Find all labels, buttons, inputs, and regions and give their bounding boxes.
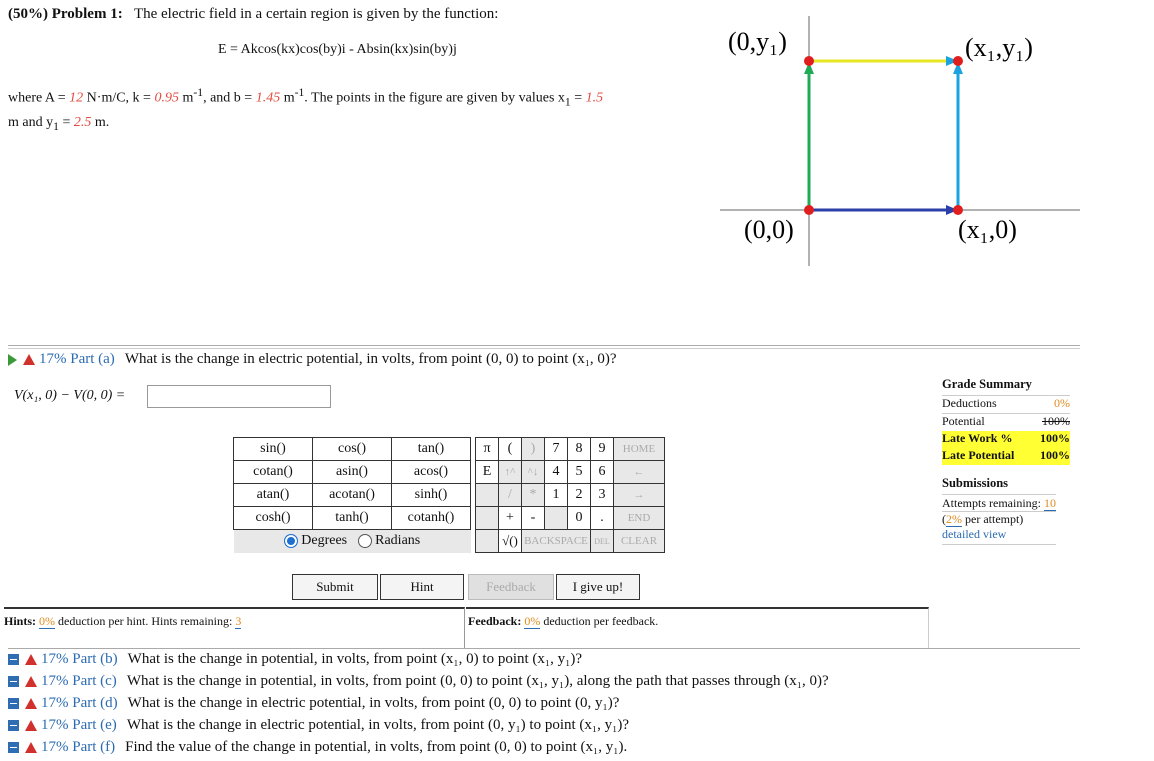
- desc-text: where A =: [8, 90, 70, 106]
- key-tanh[interactable]: tanh(): [313, 507, 392, 530]
- part-question: What is the change in potential, in volts, from point (0, 0) to point (x₁, y₁), along the path that passes through (x₁, 0)?: [126, 673, 829, 689]
- submissions-panel: [942, 476, 1056, 545]
- detailed-view-link[interactable]: detailed view: [942, 527, 1007, 541]
- part-f-header[interactable]: [8, 739, 627, 756]
- hints-pct: 0%: [39, 614, 56, 628]
- point-origin: [804, 205, 814, 215]
- key-atan[interactable]: atan(): [234, 484, 313, 507]
- part-a-header[interactable]: [8, 351, 617, 368]
- answer-input[interactable]: [147, 385, 331, 408]
- part-label: 17% Part (c): [41, 673, 117, 689]
- hints-panel: [4, 607, 465, 649]
- part-b-header[interactable]: [8, 651, 582, 668]
- deductions-label: Deductions: [942, 396, 997, 410]
- key-blank: [476, 484, 499, 507]
- collapse-icon[interactable]: [8, 720, 19, 731]
- key-4[interactable]: 4: [545, 461, 568, 484]
- desc-text: m.: [91, 115, 110, 131]
- key-del[interactable]: DEL: [591, 530, 614, 553]
- give-up-button[interactable]: I give up!: [556, 574, 640, 600]
- desc-text: , and b =: [203, 90, 256, 106]
- potential-value: 100%: [1042, 414, 1070, 428]
- math-keypad: [233, 437, 665, 553]
- key-0[interactable]: 0: [568, 507, 591, 530]
- warning-icon: [25, 676, 37, 687]
- open-paren: (: [942, 512, 946, 526]
- desc-text: =: [570, 90, 586, 106]
- part-label: 17% Part (e): [41, 717, 117, 733]
- key-end[interactable]: END: [614, 507, 665, 530]
- degrees-label: Degrees: [301, 533, 348, 549]
- key-multiply[interactable]: *: [522, 484, 545, 507]
- key-close-paren[interactable]: ): [522, 438, 545, 461]
- desc-text: m: [280, 90, 295, 106]
- x1-value: 1.5: [585, 90, 604, 106]
- key-2[interactable]: 2: [568, 484, 591, 507]
- key-acos[interactable]: acos(): [392, 461, 471, 484]
- path-diagram: [720, 16, 1090, 266]
- feedback-text: deduction per feedback.: [540, 614, 659, 628]
- y1-value: 2.5: [73, 115, 92, 131]
- key-divide[interactable]: /: [499, 484, 522, 507]
- potential-label: Potential: [942, 414, 985, 428]
- divider: [8, 348, 1080, 349]
- part-c-header[interactable]: [8, 673, 829, 690]
- label-x1-y1: (x₁,y₁): [965, 33, 1033, 62]
- key-sqrt[interactable]: √(): [499, 530, 522, 553]
- subscript: 1: [564, 95, 571, 109]
- key-plus[interactable]: +: [499, 507, 522, 530]
- key-3[interactable]: 3: [591, 484, 614, 507]
- warning-icon: [25, 720, 37, 731]
- key-cos[interactable]: cos(): [313, 438, 392, 461]
- key-minus[interactable]: -: [522, 507, 545, 530]
- problem-description: [8, 82, 698, 137]
- deductions-value: 0%: [1054, 396, 1070, 410]
- answer-label: V(x₁, 0) − V(0, 0) =: [14, 388, 126, 403]
- key-asin[interactable]: asin(): [313, 461, 392, 484]
- key-up-caret[interactable]: ↑^: [499, 461, 522, 484]
- per-attempt-pct: 2%: [946, 512, 962, 526]
- field-formula: E = Akcos(kx)cos(by)i - Absin(kx)sin(by)j: [218, 42, 457, 57]
- late-work-label: Late Work %: [942, 431, 1032, 448]
- key-cosh[interactable]: cosh(): [234, 507, 313, 530]
- problem-heading: (50%) Problem 1:: [8, 6, 123, 22]
- radians-label: Radians: [375, 533, 421, 549]
- key-sin[interactable]: sin(): [234, 438, 313, 461]
- desc-text: . The points in the figure are given by values x: [304, 90, 565, 106]
- hint-button[interactable]: Hint: [380, 574, 464, 600]
- submissions-title: Submissions: [942, 476, 1009, 490]
- warning-icon: [25, 654, 37, 665]
- key-acotan[interactable]: acotan(): [313, 484, 392, 507]
- desc-text: N·m/C, k =: [83, 90, 155, 106]
- collapse-icon[interactable]: [8, 676, 19, 687]
- late-work-value: 100%: [1032, 431, 1070, 448]
- angle-mode: [234, 530, 471, 553]
- key-left-arrow[interactable]: ←: [614, 461, 665, 484]
- label-x1-0: (x₁,0): [958, 215, 1017, 244]
- expand-icon[interactable]: [8, 354, 17, 366]
- key-5[interactable]: 5: [568, 461, 591, 484]
- part-label: 17% Part (b): [41, 651, 118, 667]
- part-e-header[interactable]: [8, 717, 629, 734]
- attempts-label: Attempts remaining:: [942, 496, 1044, 510]
- key-dot[interactable]: .: [591, 507, 614, 530]
- key-blank: [476, 530, 499, 553]
- key-blank: [545, 507, 568, 530]
- key-7[interactable]: 7: [545, 438, 568, 461]
- divider: [8, 345, 1080, 346]
- part-d-header[interactable]: [8, 695, 619, 712]
- part-a-label: 17% Part (a): [39, 351, 115, 367]
- k-value: 0.95: [154, 90, 179, 106]
- A-value: 12: [69, 90, 84, 106]
- key-home[interactable]: HOME: [614, 438, 665, 461]
- degrees-radio[interactable]: [284, 534, 298, 548]
- key-open-paren[interactable]: (: [499, 438, 522, 461]
- warning-icon: [25, 742, 37, 753]
- part-label: 17% Part (f): [41, 739, 116, 755]
- grade-title: Grade Summary: [942, 377, 1032, 391]
- feedback-pct: 0%: [524, 614, 541, 628]
- key-right-arrow[interactable]: →: [614, 484, 665, 507]
- exponent: -1: [193, 86, 204, 99]
- desc-text: m and y: [8, 115, 54, 131]
- feedback-button[interactable]: Feedback: [468, 574, 554, 600]
- part-question: What is the change in potential, in volts, from point (x₁, 0) to point (x₁, y₁)?: [127, 651, 583, 667]
- label-origin: (0,0): [744, 215, 794, 244]
- warning-icon: [25, 698, 37, 709]
- exponent: -1: [294, 86, 305, 99]
- problem-title: [8, 6, 498, 23]
- per-attempt-text: per attempt): [962, 512, 1024, 526]
- part-a-question: What is the change in electric potential, in volts, from point (0, 0) to point (x₁, 0)?: [124, 351, 617, 367]
- desc-text: =: [58, 115, 74, 131]
- warning-icon: [23, 354, 35, 365]
- key-backspace[interactable]: BACKSPACE: [522, 530, 591, 553]
- desc-text: m: [178, 90, 194, 106]
- collapse-icon[interactable]: [8, 742, 19, 753]
- key-6[interactable]: 6: [591, 461, 614, 484]
- hints-remaining: 3: [235, 614, 242, 628]
- key-sinh[interactable]: sinh(): [392, 484, 471, 507]
- divider: [8, 648, 1080, 649]
- subscript: 1: [53, 120, 59, 134]
- problem-statement: The electric field in a certain region is given by the function:: [133, 6, 499, 22]
- label-0-y1: (0,y₁): [728, 27, 787, 56]
- b-value: 1.45: [255, 90, 281, 106]
- hints-text: deduction per hint. Hints remaining:: [55, 614, 236, 628]
- submit-button[interactable]: Submit: [292, 574, 378, 600]
- key-9[interactable]: 9: [591, 438, 614, 461]
- attempts-value: 10: [1043, 496, 1056, 510]
- key-clear[interactable]: CLEAR: [614, 530, 665, 553]
- late-potential-value: 100%: [1032, 448, 1070, 465]
- key-8[interactable]: 8: [568, 438, 591, 461]
- key-cotanh[interactable]: cotanh(): [392, 507, 471, 530]
- part-question: What is the change in electric potential, in volts, from point (0, y₁) to point (x₁, y₁)?: [126, 717, 630, 733]
- key-e[interactable]: E: [476, 461, 499, 484]
- key-blank: [476, 507, 499, 530]
- point-x1-y1: [953, 56, 963, 66]
- key-cotan[interactable]: cotan(): [234, 461, 313, 484]
- key-1[interactable]: 1: [545, 484, 568, 507]
- collapse-icon[interactable]: [8, 654, 19, 665]
- radians-radio[interactable]: [358, 534, 372, 548]
- collapse-icon[interactable]: [8, 698, 19, 709]
- feedback-panel: [466, 607, 929, 649]
- part-question: What is the change in electric potential, in volts, from point (0, 0) to point (0, y₁)?: [127, 695, 620, 711]
- grade-summary: [942, 377, 1070, 465]
- feedback-label: Feedback:: [468, 614, 522, 628]
- point-0-y1: [804, 56, 814, 66]
- key-caret-down[interactable]: ^↓: [522, 461, 545, 484]
- key-pi[interactable]: π: [476, 438, 499, 461]
- late-potential-label: Late Potential: [942, 448, 1032, 465]
- hints-label: Hints:: [4, 614, 37, 628]
- point-x1-0: [953, 205, 963, 215]
- part-question: Find the value of the change in potential, in volts, from point (0, 0) to point (x₁, y₁).: [125, 739, 628, 755]
- key-tan[interactable]: tan(): [392, 438, 471, 461]
- part-label: 17% Part (d): [41, 695, 118, 711]
